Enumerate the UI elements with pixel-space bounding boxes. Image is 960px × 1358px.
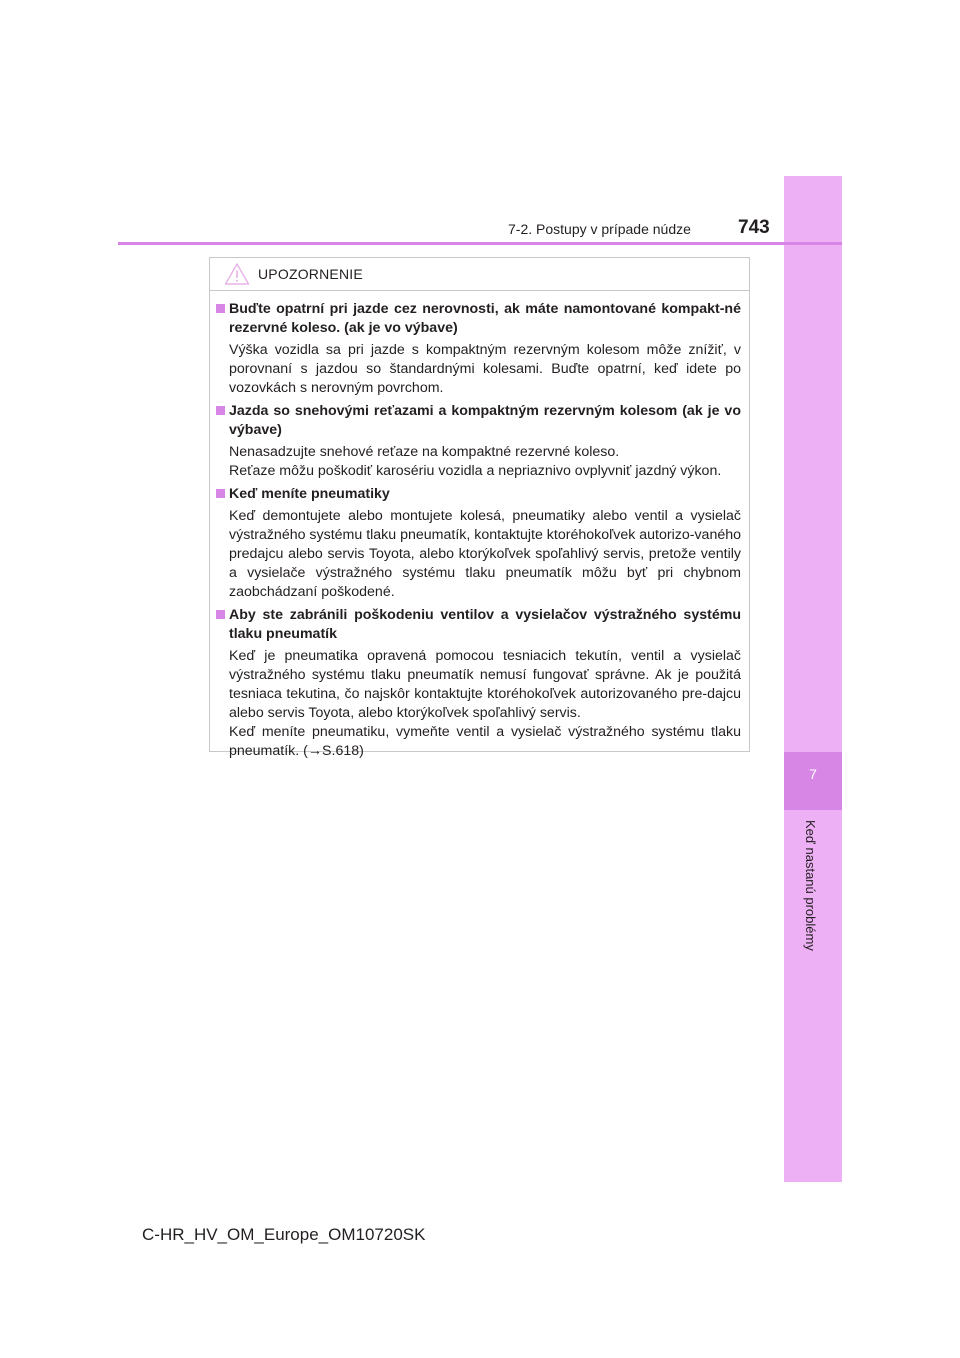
paragraph: Keď demontujete alebo montujete kolesá, pneumatiky alebo ventil a vysielač výstražného systému tlaku pneumatík, kontaktujte ktoréhokoľvek autorizo-vaného predajcu alebo servis Toyota, alebo ktorýkoľvek spoľahlivý servis, pretože ventily a vysielače výstražného systému tlaku pneumatík môžu byť pri chybnom zaobchádzaní poškodené. [229,508,742,600]
warning-item-title [210,485,749,504]
warning-item [210,485,749,602]
square-bullet-icon [216,406,225,415]
warning-item-title [210,402,749,440]
warning-item [210,402,749,481]
warning-item-title [210,300,749,338]
warning-item-title-text: Jazda so snehovými reťazami a kompaktným rezervným kolesom (ak je vo výbave) [229,403,741,438]
warning-item-body [210,341,749,398]
paragraph: Reťaze môžu poškodiť karosériu vozidla a nepriaznivo ovplyvniť jazdný výkon. [229,463,722,479]
square-bullet-icon [216,304,225,313]
warning-divider [210,290,749,291]
section-title: 7-2. Postupy v prípade núdze [508,221,691,237]
page-number: 743 [738,217,770,238]
chapter-side-tab [784,176,842,1182]
paragraph: Keď je pneumatika opravená pomocou tesniacich tekutín, ventil a vysielač výstražného systému tlaku pneumatík nemusí fungovať správne. Ak je použitá tesniaca tekutina, čo najskôr kontaktujte ktoréhokoľvek autorizovaného pre-dajcu alebo servis Toyota, alebo ktorýkoľvek spoľahlivý servis. [229,648,741,721]
warning-header [224,260,363,288]
warning-items [210,300,749,765]
warning-label: UPOZORNENIE [258,266,363,282]
warning-item [210,606,749,761]
warning-item-body [210,443,749,481]
chapter-title: Keď nastanú problémy [803,820,818,951]
paragraph: Nenasadzujte snehové reťaze na kompaktné rezervné koleso. [229,444,620,460]
warning-item-body [210,647,749,761]
warning-box [209,257,750,759]
warning-item-title-text: Buďte opatrní pri jazde cez nerovnosti, ak máte namontované kompakt-né rezervné koleso. (ak je vo výbave) [229,301,741,336]
square-bullet-icon [216,610,225,619]
header-rule [118,242,842,245]
warning-item-title-text: Aby ste zabránili poškodeniu ventilov a vysielačov výstražného systému tlaku pneumatík [229,607,741,642]
warning-item-title-text: Keď meníte pneumatiky [229,486,390,502]
warning-triangle-icon [224,262,250,286]
square-bullet-icon [216,489,225,498]
chapter-number: 7 [809,766,817,782]
paragraph: Výška vozidla sa pri jazde s kompaktným rezervným kolesom môže znížiť, v porovnaní s jazdou so štandardnými kolesami. Buďte opatrní, keď idete po vozovkách s nerovným povrchom. [229,342,741,396]
paragraph: Keď meníte pneumatiku, vymeňte ventil a vysielač výstražného systému tlaku pneumatík. (→S.618) [229,724,741,759]
document-code: C-HR_HV_OM_Europe_OM10720SK [142,1225,426,1244]
warning-item [210,300,749,398]
warning-item-body [210,507,749,602]
warning-item-title [210,606,749,644]
